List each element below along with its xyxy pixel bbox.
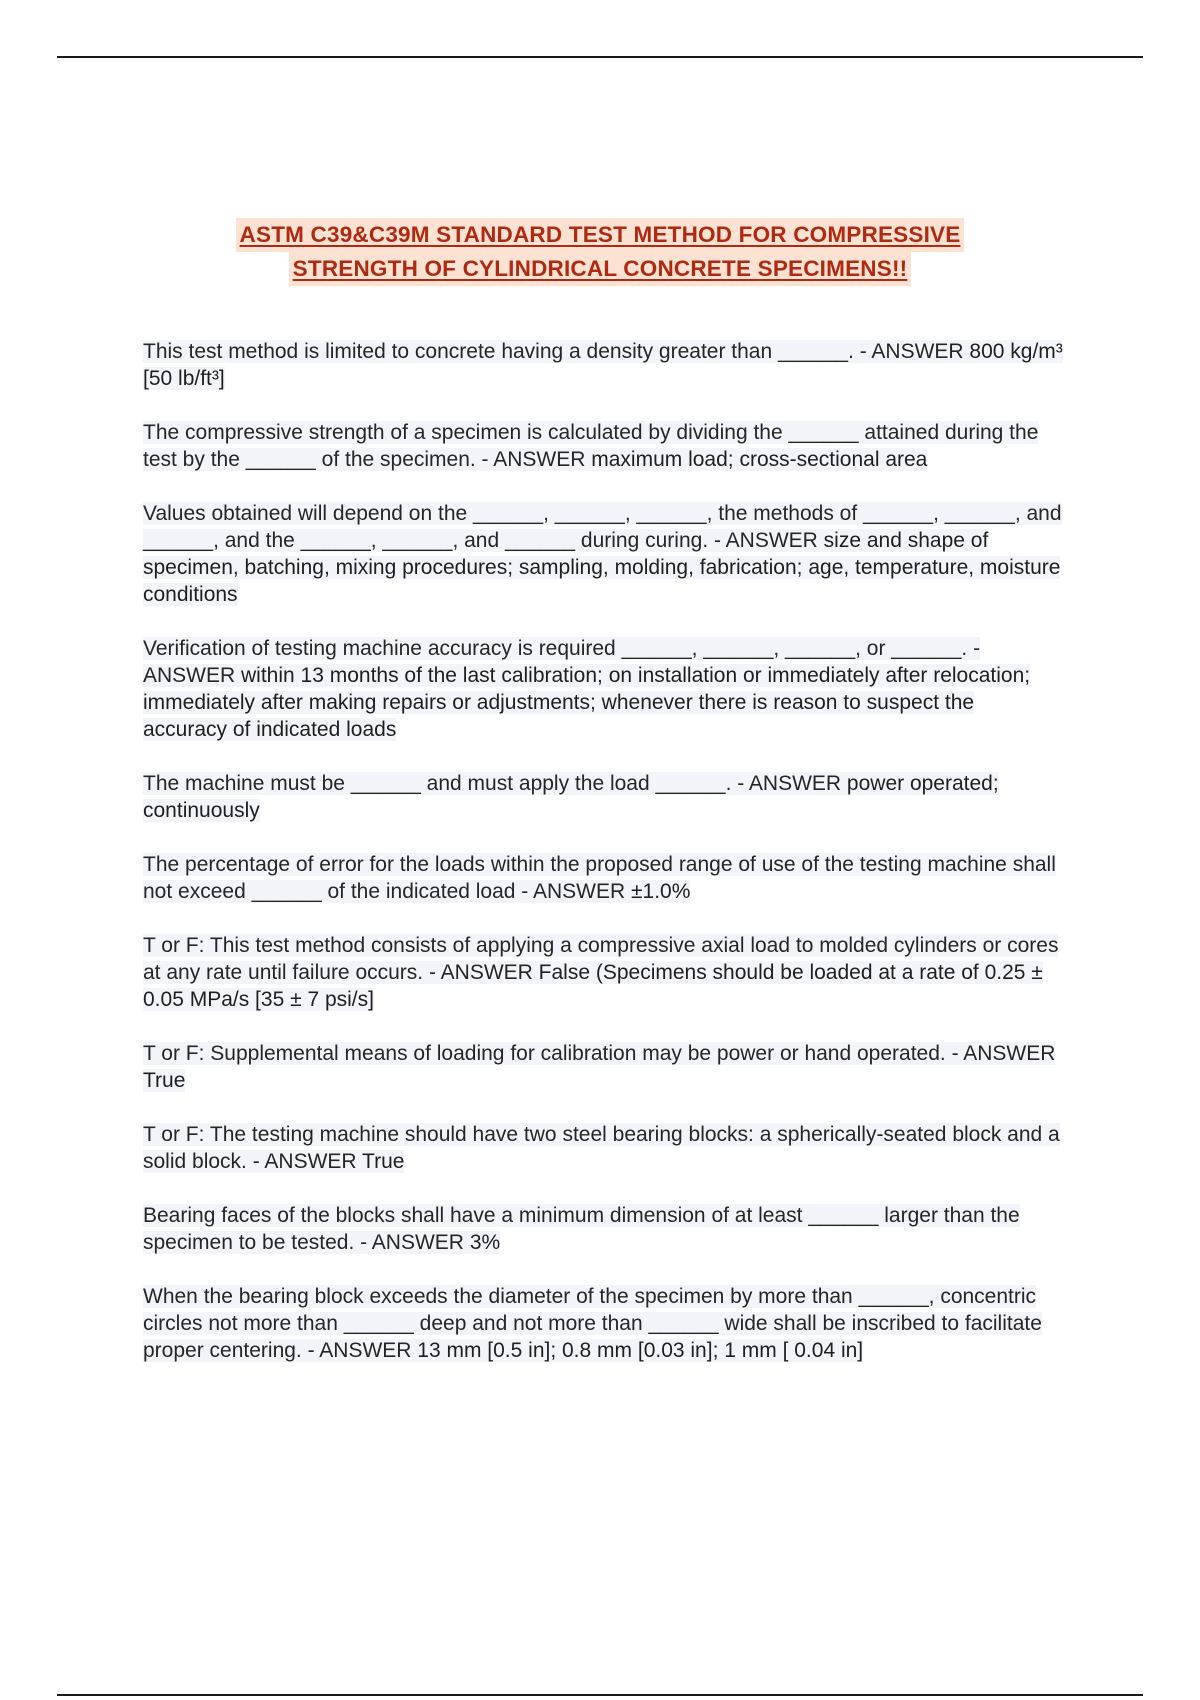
answer-separator: - ANSWER: [708, 529, 824, 552]
answer-separator: - ANSWER: [246, 1150, 363, 1173]
answer-separator: - ANSWER: [475, 448, 592, 471]
answer-text: True: [143, 1069, 186, 1092]
qa-item: [143, 635, 1063, 743]
question-text: The compressive strength of a specimen is calculated by dividing the ______ attained during the test by the ______ of the specimen.: [143, 421, 1039, 471]
qa-item: [143, 500, 1063, 608]
qa-item: [143, 932, 1063, 1013]
question-text: T or F: Supplemental means of loading for calibration may be power or hand operated.: [143, 1042, 946, 1065]
question-text: When the bearing block exceeds the diameter of the specimen by more than ______, concentric circles not more than ______ deep and not more than ______ wide shall be inscribed to facilitate proper centering.: [143, 1285, 1042, 1362]
qa-list: [143, 338, 1063, 1391]
qa-item: [143, 1040, 1063, 1094]
qa-item: [143, 419, 1063, 473]
answer-text: False (Specimens should be loaded at a rate of 0.25 ± 0.05 MPa/s [35 ± 7 psi/s]: [143, 961, 1043, 1011]
bottom-rule: [57, 1694, 1143, 1696]
answer-text: 800 kg/m³ [50 lb/ft³]: [143, 340, 1063, 390]
answer-separator: - ANSWER: [143, 637, 981, 687]
answer-separator: - ANSWER: [354, 1231, 470, 1254]
answer-text: 3%: [469, 1231, 501, 1254]
answer-separator: - ANSWER: [423, 961, 539, 984]
qa-item: [143, 1121, 1063, 1175]
question-text: The percentage of error for the loads within the proposed range of use of the testing machine shall not exceed ______ of the indicated load: [143, 853, 1056, 903]
answer-text: power operated; continuously: [143, 772, 999, 822]
document-title: [0, 218, 1200, 286]
qa-item: [143, 338, 1063, 392]
answer-text: 13 mm [0.5 in]; 0.8 mm [0.03 in]; 1 mm [ 0.04 in]: [417, 1339, 864, 1362]
question-text: The machine must be ______ and must apply the load ______.: [143, 772, 732, 795]
answer-separator: - ANSWER: [731, 772, 847, 795]
answer-separator: - ANSWER: [945, 1042, 1056, 1065]
answer-text: within 13 months of the last calibration; on installation or immediately after relocation; immediately after making repairs or adjustments; whenever there is reason to suspect the accuracy of indicated loads: [143, 664, 1031, 741]
question-text: T or F: The testing machine should have two steel bearing blocks: a spherically-seated block and a solid block.: [143, 1123, 1060, 1173]
answer-text: size and shape of specimen, batching, mixing procedures; sampling, molding, fabrication; age, temperature, moisture conditions: [143, 529, 1061, 606]
question-text: T or F: This test method consists of applying a compressive axial load to molded cylinders or cores at any rate until failure occurs.: [143, 934, 1059, 984]
qa-item: [143, 1283, 1063, 1364]
question-text: Values obtained will depend on the ______, ______, ______, the methods of ______, ______, and ______, and the ______, ______, and ______ during curing.: [143, 502, 1062, 552]
answer-text: ±1.0%: [630, 880, 691, 903]
title-line-2: STRENGTH OF CYLINDRICAL CONCRETE SPECIMENS!!: [289, 252, 912, 286]
answer-text: True: [362, 1150, 405, 1173]
answer-separator: - ANSWER: [301, 1339, 418, 1362]
top-rule: [57, 56, 1143, 58]
qa-item: [143, 770, 1063, 824]
question-text: Verification of testing machine accuracy is required ______, ______, ______, or ______.: [143, 637, 968, 660]
question-text: Bearing faces of the blocks shall have a minimum dimension of at least ______ larger than the specimen to be tested.: [143, 1204, 1020, 1254]
answer-separator: - ANSWER: [515, 880, 631, 903]
answer-separator: - ANSWER: [853, 340, 970, 363]
title-line-1: ASTM C39&C39M STANDARD TEST METHOD FOR COMPRESSIVE: [236, 218, 965, 252]
qa-item: [143, 1202, 1063, 1256]
answer-text: maximum load; cross-sectional area: [591, 448, 928, 471]
qa-item: [143, 851, 1063, 905]
question-text: This test method is limited to concrete having a density greater than ______.: [143, 340, 854, 363]
